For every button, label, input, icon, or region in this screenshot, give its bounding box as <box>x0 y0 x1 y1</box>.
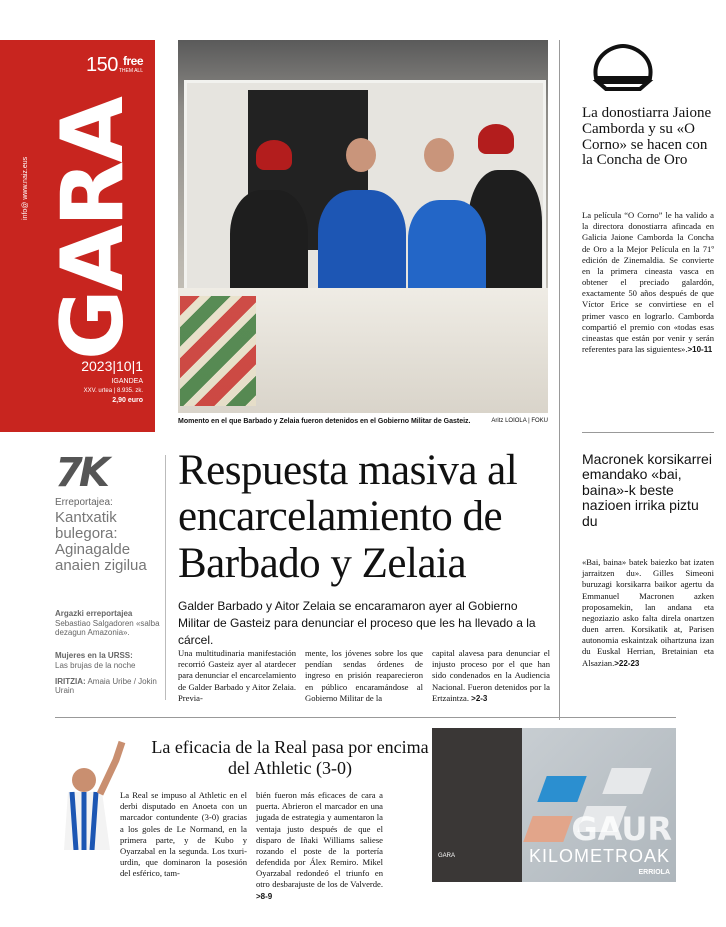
supplement-item-text: Sebastiao Salgadoren «salba dezagun Amazonia». <box>55 619 160 638</box>
lead-body-col: Una multitudinaria manifestación recorrió Gasteiz ayer al atardecer para denunciar el encarcelamiento de Galder Barbado y Aitor Zelaia. Previa- <box>178 648 296 703</box>
sports-body-col: La Real se impuso al Athletic en el derbi disputado en Anoeta con un marcador contundente (3-0) gracias a los goles de Le Normand, en la primera parte, y de Kubo y Oyarzabal en la segunda. Los txuri-urdin, que dominaron la posesión del esférico, tam- <box>120 790 247 879</box>
shell-icon <box>590 42 656 92</box>
section-divider <box>55 717 676 718</box>
puzzle-tile <box>537 776 586 802</box>
promo-box[interactable] <box>432 728 676 882</box>
supplement-item: IRITZIA: Amaia Uribe / Jokin Urain <box>55 677 157 696</box>
police-officer <box>230 190 308 300</box>
promo-label: GARA <box>438 853 456 859</box>
supplement-title[interactable]: Kantxatik bulegora: Aginagalde anaien zigilua <box>55 509 147 575</box>
page-reference[interactable]: >2-3 <box>471 693 488 703</box>
photo-caption: Momento en el que Barbado y Zelaia fueron detenidos en el Gobierno Militar de Gasteiz. <box>178 418 471 425</box>
supplement-logo: 7K <box>55 450 106 496</box>
protester <box>408 200 486 298</box>
person-head <box>346 138 376 172</box>
column-divider <box>559 40 560 720</box>
puzzle-tile <box>602 768 651 794</box>
photo-credit: Aritz LOIOLA | FOKU <box>491 418 548 424</box>
lead-standfirst: Galder Barbado y Aitor Zelaia se encaramaron ayer al Gobierno Militar de Gasteiz para denunciar el proceso que les ha llevado a la cárcel. <box>178 599 536 647</box>
page-reference[interactable]: >10-11 <box>687 345 713 355</box>
supplement-item-head: Mujeres en la URSS: <box>55 651 133 660</box>
lead-headline[interactable]: Respuesta masiva al encarcelamiento de Barbado y Zelaia <box>178 447 518 587</box>
sports-body-col: bién fueron más eficaces de cara a puerta. Abrieron el marcador en una jugada de estrategia y aumentaron la ventaja justo después de que el disparo de Iñaki Williams saliese rozando el poste de la portería defendida por Álex Remiro. Mikel Oyarzabal redondeó el triunfo en otro desbarajuste de los de Valverde. >8-9 <box>256 790 383 901</box>
person-head <box>424 138 454 172</box>
issue-day: IGANDEA <box>111 378 143 385</box>
sports-headline[interactable]: La eficacia de la Real pasa por encima del Athletic (3-0) <box>151 737 429 778</box>
page-reference[interactable]: >8-9 <box>256 891 273 901</box>
newspaper-logo: GARA <box>43 98 143 360</box>
lead-body-col: capital alavesa para denunciar el injusto proceso por el que han sido condenados en la Audiencia Nacional. Fueron detenidos por la Ertzaintza. >2-3 <box>432 648 550 703</box>
promo-watermark: GAUR <box>571 810 672 848</box>
issue-price: 2,90 euro <box>112 397 143 404</box>
football-player-image <box>50 730 130 890</box>
puzzle-tile <box>523 816 572 842</box>
masthead <box>0 40 155 432</box>
issue-edition: XXV. urtea | 8.935. zk. <box>83 388 143 394</box>
divider <box>582 432 714 433</box>
ikurrina-flag <box>180 296 256 406</box>
price: 150 $^{free}$ <box>86 54 143 76</box>
supplement-item-head: Argazki erreportajea <box>55 609 133 618</box>
police-helmet <box>256 140 292 170</box>
masthead-url[interactable]: info@ www.naiz.eus <box>22 156 29 220</box>
page-reference[interactable]: >22-23 <box>614 658 640 668</box>
story-title[interactable]: Macronek korsikarrei emandako «bai, baina»-k beste nazioen irrika piztu du <box>582 451 712 529</box>
price-subtitle: THEM ALL <box>118 68 143 74</box>
supplement-kicker: Erreportajea: <box>55 497 113 508</box>
supplement-item-text: Las brujas de la noche <box>55 661 136 670</box>
promo-place: ERRIOLA <box>638 869 670 876</box>
lead-body-col: mente, los jóvenes sobre los que pendían sendas órdenes de ingreso en prisión reaparecieron en público encaramándose al Gobierno Militar de la <box>305 648 423 703</box>
story-title[interactable]: La donostiarra Jaione Camborda y su «O Corno» se hacen con la Concha de Oro <box>582 105 712 169</box>
protester <box>318 190 406 298</box>
main-photo[interactable] <box>178 40 548 413</box>
promo-title: KILOMETROAK <box>528 846 670 866</box>
story-body: «Bai, baina» batek baiezko bat izaten jarraitzen du». Gilles Simeoni buruzagi korsikarra baikor agertu da Emmanuel Macronen azken proposamekin, lan andana eta negoziazio asko falta direla onartzen duen arren. Korsikatik at, Parisen autonomia eskaintzak oihartzuna izan du Euskal Herrian, Bretainian eta Alsazian.>22-23 <box>582 557 714 668</box>
police-helmet <box>478 124 514 154</box>
issue-date: 2023|10|1 <box>81 358 143 374</box>
column-divider <box>165 455 166 700</box>
story-body: La película “O Corno” le ha valido a la directora donostiarra afincada en Galicia Jaione Camborda la Concha de Oro a la Mejor Película en la 71º edición de Zinemaldia. Se convierte en la primera cineasta vasca en obtener el preciado galardón, exactamente 50 años después de que Víctor Erice se convirtiese en el primer vasco en lograrlo. Camborda compartió el premio con «todas esas cineastas que están por venir y serán referentes para las siguientes».>10-11 <box>582 210 714 355</box>
